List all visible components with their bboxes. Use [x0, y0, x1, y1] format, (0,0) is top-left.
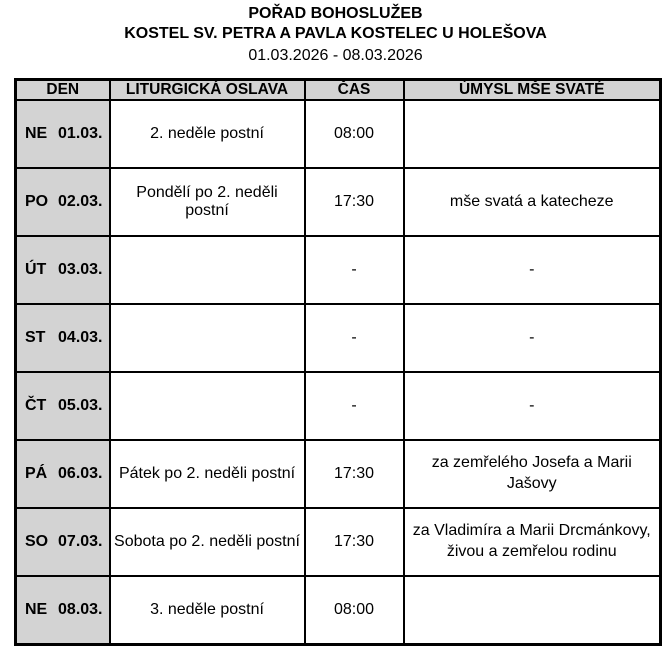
- day-cell: [16, 100, 110, 168]
- time-cell: 08:00: [305, 100, 404, 168]
- time-cell: -: [305, 304, 404, 372]
- day-abbreviation: PÁ: [25, 465, 48, 482]
- day-date: 02.03.: [58, 193, 103, 210]
- day-date: 06.03.: [58, 465, 103, 482]
- time-cell: 17:30: [305, 508, 404, 576]
- celebration-cell: 3. neděle postní: [110, 576, 305, 645]
- day-date: 04.03.: [58, 329, 103, 346]
- day-date: 03.03.: [58, 261, 103, 278]
- day-abbreviation: NE: [25, 125, 48, 142]
- celebration-cell: [110, 304, 305, 372]
- table-row: [16, 440, 661, 508]
- table-row: [16, 372, 661, 440]
- schedule-table: [14, 78, 662, 646]
- celebration-cell: Pondělí po 2. neděli postní: [110, 168, 305, 236]
- celebration-cell: [110, 236, 305, 304]
- document-header: [0, 0, 671, 66]
- day-cell: [16, 372, 110, 440]
- time-cell: 17:30: [305, 440, 404, 508]
- day-date: 05.03.: [58, 397, 103, 414]
- intention-cell: -: [404, 372, 661, 440]
- day-abbreviation: ST: [25, 329, 46, 346]
- table-row: [16, 304, 661, 372]
- celebration-cell: Pátek po 2. neděli postní: [110, 440, 305, 508]
- day-abbreviation: NE: [25, 601, 48, 618]
- page-title: POŘAD BOHOSLUŽEB: [248, 5, 423, 22]
- celebration-cell: [110, 372, 305, 440]
- day-cell: [16, 168, 110, 236]
- day-abbreviation: ČT: [25, 397, 47, 414]
- intention-cell: [404, 576, 661, 645]
- day-date: 07.03.: [58, 533, 103, 550]
- table-row: [16, 508, 661, 576]
- time-cell: 08:00: [305, 576, 404, 645]
- time-cell: 17:30: [305, 168, 404, 236]
- intention-cell: -: [404, 236, 661, 304]
- intention-cell: -: [404, 304, 661, 372]
- date-range: 01.03.2026 - 08.03.2026: [248, 47, 423, 64]
- day-cell: [16, 304, 110, 372]
- day-cell: [16, 576, 110, 645]
- column-header-intention: ÚMYSL MŠE SVATÉ: [404, 80, 661, 101]
- day-cell: [16, 236, 110, 304]
- celebration-cell: 2. neděle postní: [110, 100, 305, 168]
- intention-cell: [404, 100, 661, 168]
- column-header-celebration: LITURGICKÁ OSLAVA: [110, 80, 305, 101]
- table-row: [16, 100, 661, 168]
- column-header-day: DEN: [16, 80, 110, 101]
- day-cell: [16, 508, 110, 576]
- day-abbreviation: ÚT: [25, 261, 47, 278]
- table-header-row: [16, 80, 661, 101]
- day-date: 08.03.: [58, 601, 103, 618]
- day-abbreviation: SO: [25, 533, 49, 550]
- day-cell: [16, 440, 110, 508]
- day-abbreviation: PO: [25, 193, 49, 210]
- day-date: 01.03.: [58, 125, 103, 142]
- intention-cell: za zemřelého Josefa a Marii Jašovy: [404, 440, 661, 508]
- column-header-time: ČAS: [305, 80, 404, 101]
- table-row: [16, 168, 661, 236]
- celebration-cell: Sobota po 2. neděli postní: [110, 508, 305, 576]
- table-row: [16, 576, 661, 645]
- page-subtitle: KOSTEL SV. PETRA A PAVLA KOSTELEC U HOLEŠOVA: [124, 25, 547, 42]
- intention-cell: za Vladimíra a Marii Drcmánkovy, živou a zemřelou rodinu: [404, 508, 661, 576]
- time-cell: -: [305, 372, 404, 440]
- table-row: [16, 236, 661, 304]
- intention-cell: mše svatá a katecheze: [404, 168, 661, 236]
- time-cell: -: [305, 236, 404, 304]
